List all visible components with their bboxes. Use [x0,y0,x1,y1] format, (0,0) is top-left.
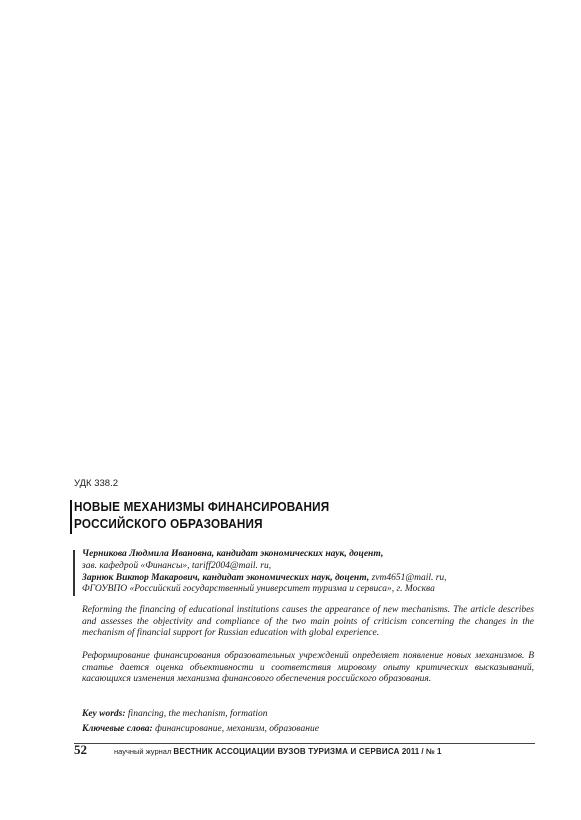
udk-code: УДК 338.2 [74,478,118,489]
footer-rule [74,743,535,744]
author-1-name: Черникова Людмила Ивановна, кандидат экономических наук, доцент, [82,549,384,559]
running-footer [114,747,441,756]
keywords-russian [82,724,534,736]
title-line-1: НОВЫЕ МЕХАНИЗМЫ ФИНАНСИРОВАНИЯ [74,499,330,514]
authors-block [82,549,542,596]
keywords-russian-label: Ключевые слова: [82,724,153,734]
author-1-affiliation: зав. кафедрой «Финансы», tariff2004@mail. ru, [82,560,272,571]
abstract-russian: Реформирование финансирования образовательных учреждений определяет появление новых механизмов. В статье дается оценка объективности и соответствия мировому опыту критических высказываний, касающихся изменения механизма финансового обеспечения российского образования. [82,651,534,684]
footer-prefix: научный журнал [114,747,174,756]
journal-issue: 2011 / № 1 [399,747,442,756]
page-number: 52 [74,742,87,757]
author-2-email: zvm4651@mail. ru, [369,572,447,583]
title-line-2: РОССИЙСКОГО ОБРАЗОВАНИЯ [74,516,263,531]
keywords-english [82,709,534,721]
author-2-affiliation: ФГОУВПО «Российский государственный университет туризма и сервиса», г. Москва [82,584,435,595]
authors-accent-bar [73,550,75,596]
abstract-english: Reforming the financing of educational institutions causes the appearance of new mechanisms. The article describes and assesses the objectivity and compliance of the two main points of criticism concerning the changes in the mechanism of financial support for Russian education with global experience. [82,605,534,638]
author-2-name: Зарнюк Виктор Макарович, кандидат экономических наук, доцент, [82,572,370,583]
title-accent-bar [70,500,72,534]
keywords-english-text: financing, the mechanism, formation [125,709,268,719]
article-title [74,498,534,532]
keywords-russian-text: финансирование, механизм, образование [152,724,319,734]
keywords-english-label: Key words: [82,709,126,719]
journal-name: ВЕСТНИК АССОЦИАЦИИ ВУЗОВ ТУРИЗМА И СЕРВИСА [173,747,400,756]
